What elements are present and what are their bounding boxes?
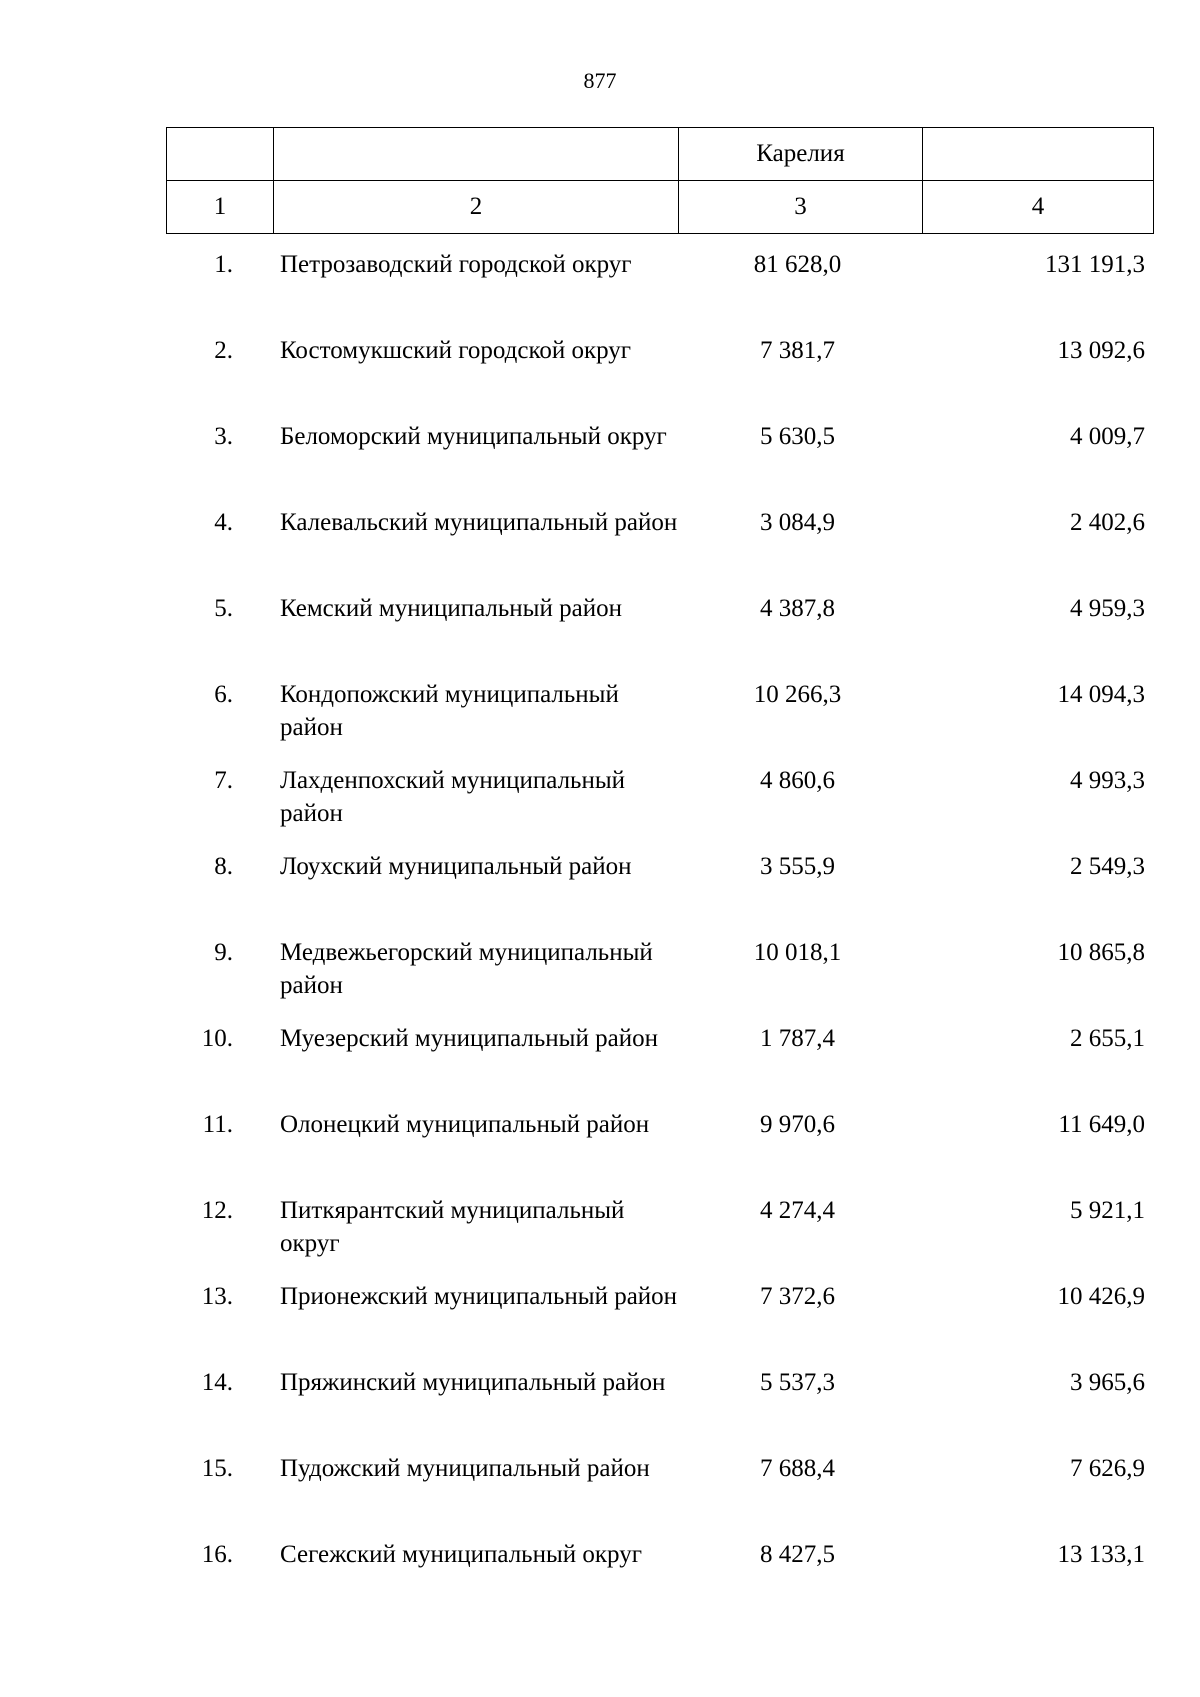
value-col4: 13 092,6 <box>1057 337 1145 364</box>
municipality-name: Питкярантский муниципальный округ <box>280 1197 625 1257</box>
value-col3: 1 787,4 <box>760 1025 835 1052</box>
value-col4: 4 993,3 <box>1070 767 1145 794</box>
value-col3: 8 427,5 <box>760 1541 835 1568</box>
value-col3: 5 630,5 <box>760 423 835 450</box>
table-row <box>166 932 1151 1018</box>
value-col4: 2 402,6 <box>1070 509 1145 536</box>
row-number: 1. <box>214 251 233 278</box>
value-col4: 10 865,8 <box>1057 939 1145 966</box>
row-number: 9. <box>214 939 233 966</box>
value-col4: 14 094,3 <box>1057 681 1145 708</box>
row-number: 4. <box>214 509 233 536</box>
table-row <box>166 674 1151 760</box>
row-number: 12. <box>201 1197 233 1224</box>
value-col3: 81 628,0 <box>753 251 842 278</box>
value-col3: 3 555,9 <box>760 853 835 880</box>
table-row <box>166 588 1151 674</box>
table-row <box>166 416 1151 502</box>
row-number: 8. <box>214 853 233 880</box>
header-top-row <box>167 128 1154 181</box>
value-col3: 10 018,1 <box>753 939 842 966</box>
table-row <box>166 1276 1151 1362</box>
table-row <box>166 244 1151 330</box>
row-number: 7. <box>214 767 233 794</box>
value-col4: 2 655,1 <box>1070 1025 1145 1052</box>
value-col4: 10 426,9 <box>1057 1283 1145 1310</box>
value-col4: 4 959,3 <box>1070 595 1145 622</box>
row-number: 3. <box>214 423 233 450</box>
value-col3: 7 381,7 <box>760 337 835 364</box>
value-col3: 10 266,3 <box>753 681 842 708</box>
municipality-name: Лахденпохский муниципальный район <box>280 767 625 827</box>
column-number-4: 4 <box>923 181 1154 234</box>
value-col4: 2 549,3 <box>1070 853 1145 880</box>
value-col3: 4 274,4 <box>760 1197 835 1224</box>
table-row <box>166 1534 1151 1620</box>
header-cell-4 <box>923 128 1154 181</box>
value-col3: 4 387,8 <box>760 595 835 622</box>
table-row <box>166 1362 1151 1448</box>
row-number: 13. <box>201 1283 233 1310</box>
table-body <box>166 244 1151 1620</box>
municipality-name: Олонецкий муниципальный район <box>280 1111 650 1138</box>
municipality-name: Костомукшский городской округ <box>280 337 632 364</box>
column-number-2: 2 <box>274 181 679 234</box>
header-number-row <box>167 181 1154 234</box>
value-col4: 5 921,1 <box>1070 1197 1145 1224</box>
municipality-name: Кондопожский муниципальный район <box>280 681 619 741</box>
municipality-name: Муезерский муниципальный район <box>280 1025 658 1052</box>
table-row <box>166 846 1151 932</box>
municipality-name: Кемский муниципальный район <box>280 595 622 622</box>
municipality-name: Медвежьегорский муниципальный район <box>280 939 653 999</box>
row-number: 10. <box>201 1025 233 1052</box>
value-col4: 3 965,6 <box>1070 1369 1145 1396</box>
column-number-3: 3 <box>679 181 923 234</box>
table-row <box>166 1104 1151 1190</box>
table-row <box>166 330 1151 416</box>
value-col3: 7 372,6 <box>760 1283 835 1310</box>
table-row <box>166 1448 1151 1534</box>
value-col4: 11 649,0 <box>1058 1111 1145 1138</box>
municipality-name: Петрозаводский городской округ <box>280 251 632 278</box>
row-number: 14. <box>201 1369 233 1396</box>
value-col4: 7 626,9 <box>1070 1455 1145 1482</box>
row-number: 16. <box>201 1541 233 1568</box>
row-number: 5. <box>214 595 233 622</box>
table-row <box>166 502 1151 588</box>
value-col4: 13 133,1 <box>1057 1541 1145 1568</box>
municipality-name: Лоухский муниципальный район <box>280 853 632 880</box>
header-cell-2 <box>274 128 679 181</box>
value-col3: 5 537,3 <box>760 1369 835 1396</box>
municipality-name: Прионежский муниципальный район <box>280 1283 678 1310</box>
table-header <box>166 127 1154 234</box>
table-row <box>166 1018 1151 1104</box>
row-number: 11. <box>202 1111 233 1138</box>
municipality-name: Пудожский муниципальный район <box>280 1455 650 1482</box>
row-number: 15. <box>201 1455 233 1482</box>
value-col3: 7 688,4 <box>760 1455 835 1482</box>
header-cell-region: Карелия <box>679 128 923 181</box>
value-col3: 3 084,9 <box>760 509 835 536</box>
value-col4: 131 191,3 <box>1045 251 1145 278</box>
table-row <box>166 760 1151 846</box>
value-col3: 4 860,6 <box>760 767 835 794</box>
municipality-name: Пряжинский муниципальный район <box>280 1369 666 1396</box>
municipality-name: Калевальский муниципальный район <box>280 509 678 536</box>
municipality-name: Беломорский муниципальный округ <box>280 423 667 450</box>
municipality-name: Сегежский муниципальный округ <box>280 1541 642 1568</box>
row-number: 6. <box>214 681 233 708</box>
column-number-1: 1 <box>167 181 274 234</box>
page-number: 877 <box>583 68 617 93</box>
table-row <box>166 1190 1151 1276</box>
header-cell-1 <box>167 128 274 181</box>
value-col4: 4 009,7 <box>1070 423 1145 450</box>
value-col3: 9 970,6 <box>760 1111 835 1138</box>
row-number: 2. <box>214 337 233 364</box>
